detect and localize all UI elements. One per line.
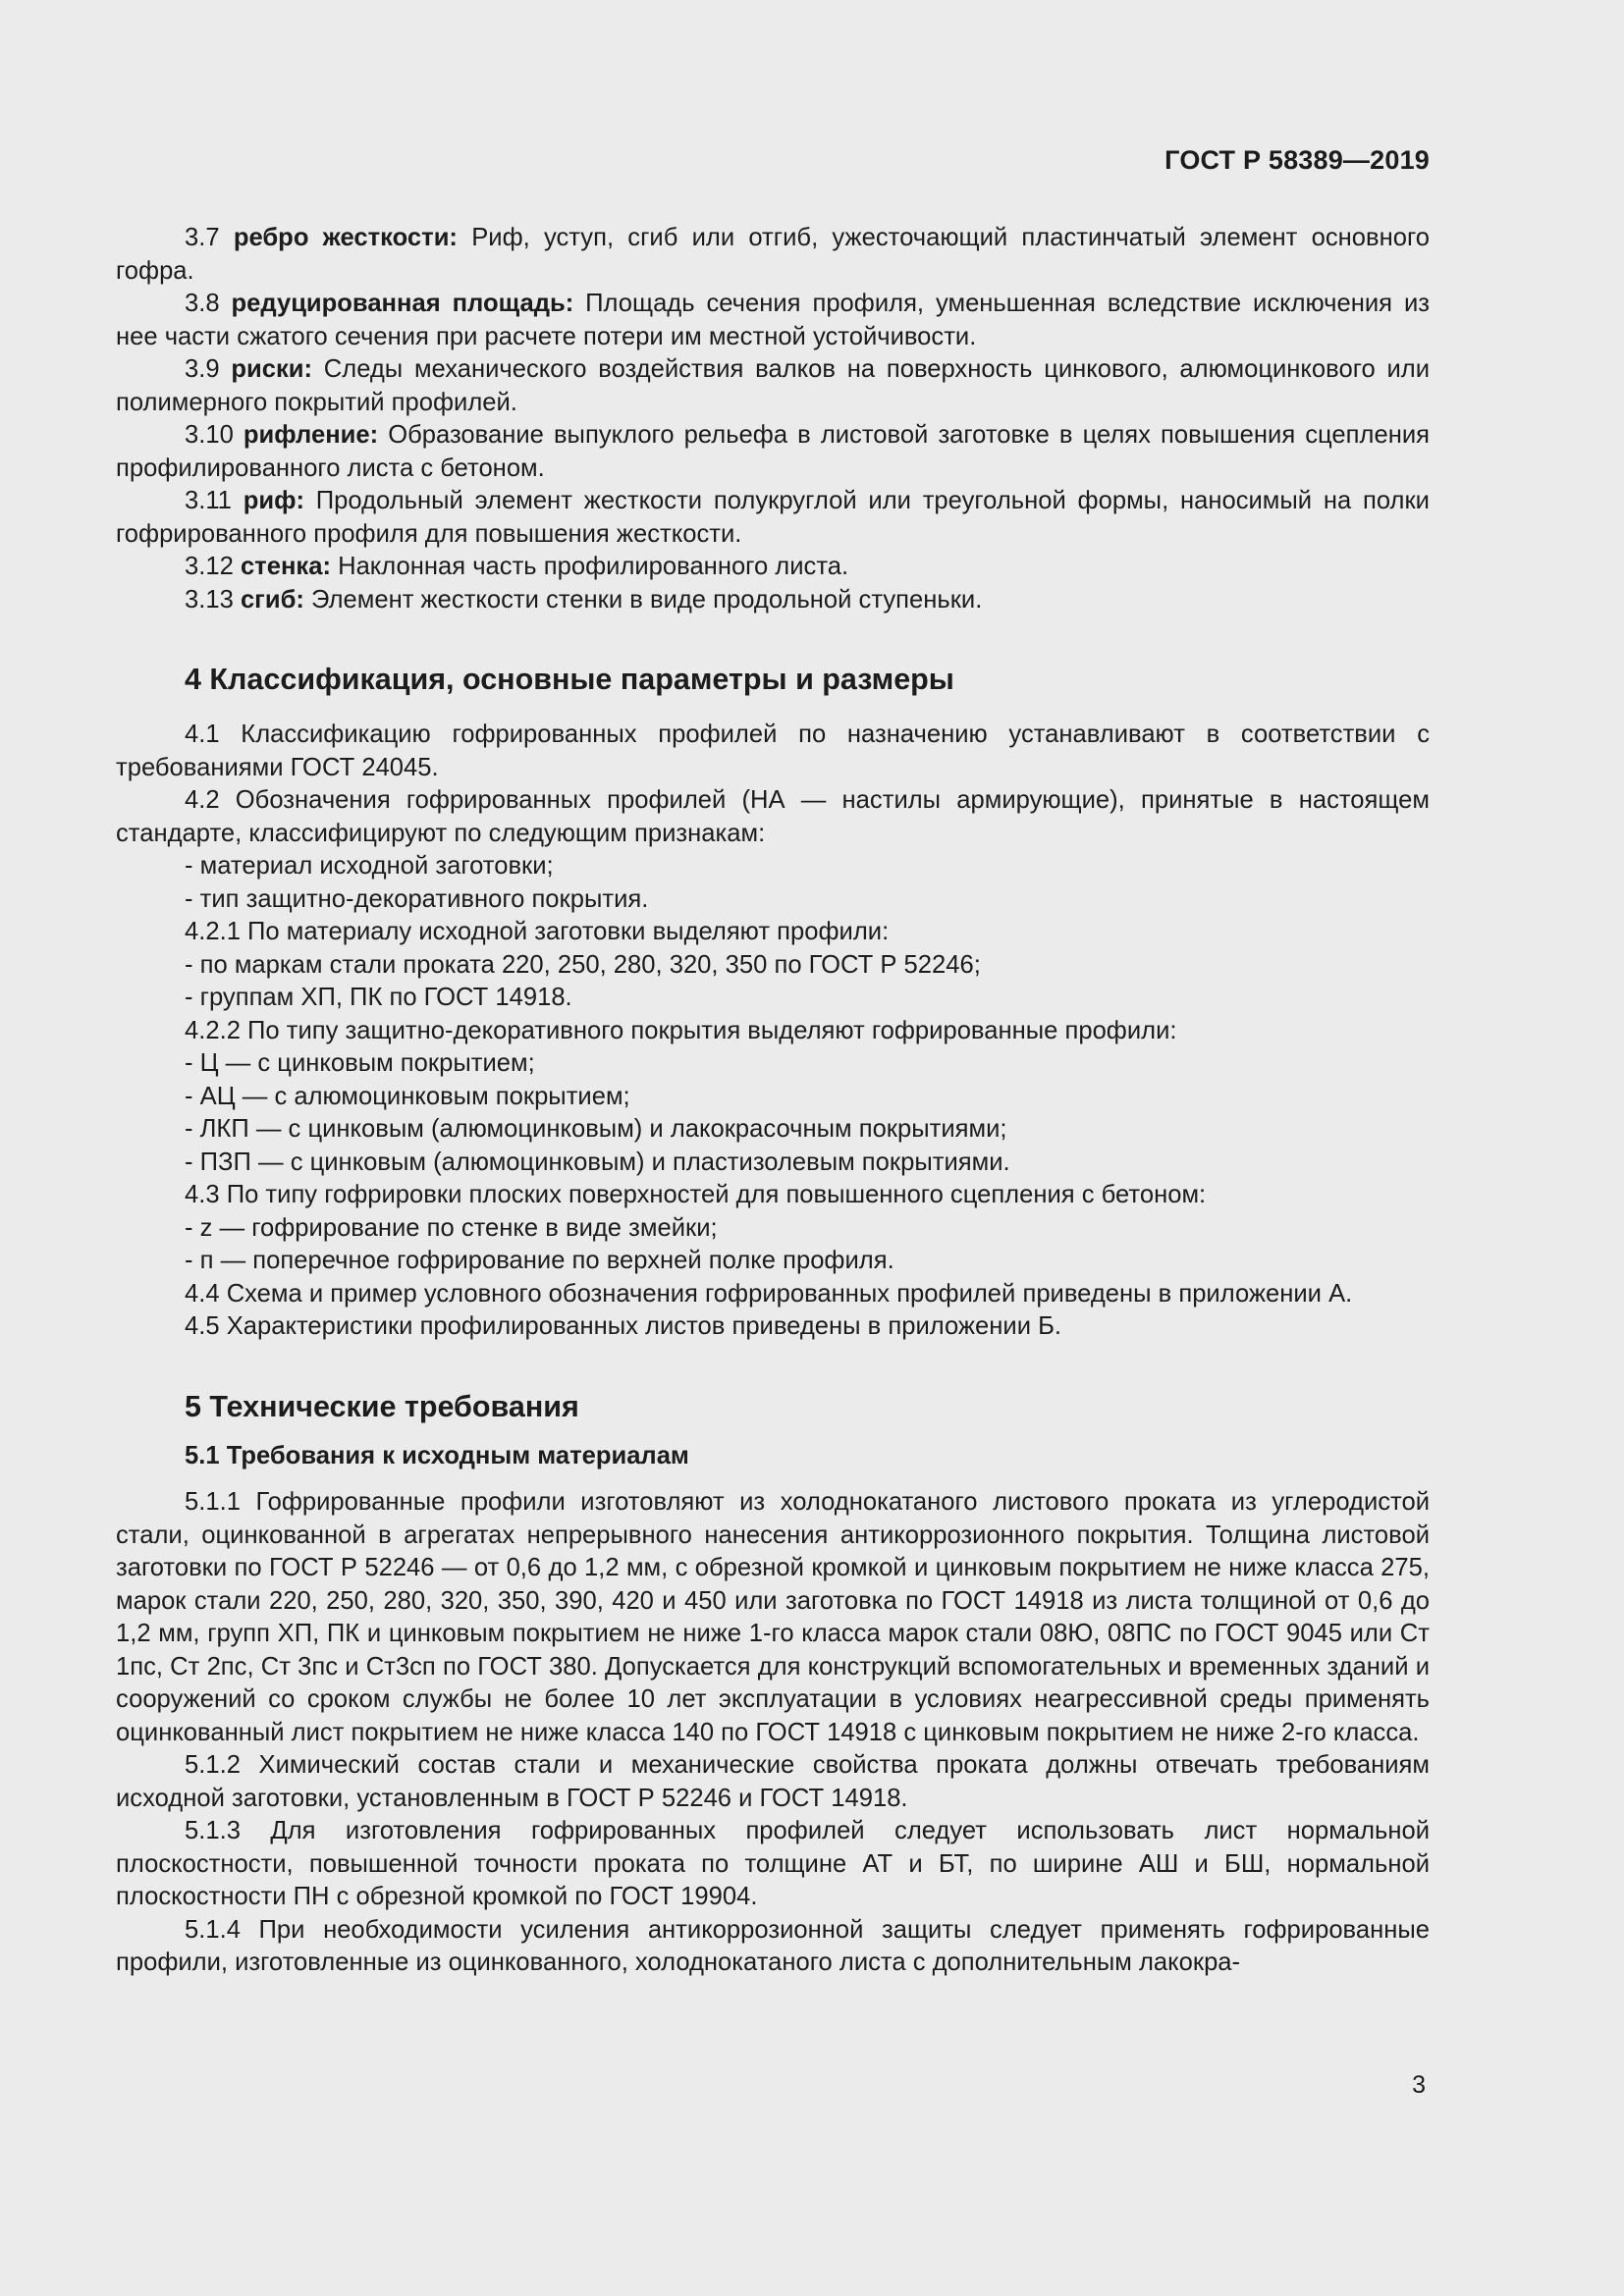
clause-4-3: 4.3 По типу гофрировки плоских поверхностей для повышенного сцепления с бетоном: [185, 1181, 1207, 1208]
clause-4-2-2: 4.2.2 По типу защитно-декоративного покрытия выделяют гофрированные профили: [185, 1016, 1177, 1044]
list-item: - z — гофрирование по стенке в виде змейки; [185, 1213, 718, 1242]
definition-text: Площадь сечения профиля, уменьшенная вследствие исключения из нее части сжатого сечения при расчете потери им местной устойчивости. [116, 290, 1430, 350]
definition-number: 3.11 [185, 487, 232, 514]
definition-3-12 [116, 551, 1430, 584]
clause-5-1-2: 5.1.2 Химический состав стали и механические свойства проката должны отвечать требованиям исходной заготовки, установленным в ГОСТ Р 52246 и ГОСТ 14918. [116, 1751, 1430, 1812]
definition-text: Элемент жесткости стенки в виде продольной ступеньки. [303, 585, 983, 614]
definitions-list [116, 222, 1430, 616]
page-content [116, 222, 1430, 1980]
clause-5-1-4: 5.1.4 При необходимости усиления антикоррозионной защиты следует применять гофрированные профили, изготовленные из оцинкованного, холоднокатаного листа с дополнительным лакокра- [116, 1915, 1430, 1976]
definition-term: ребро жесткости: [233, 224, 458, 251]
definition-number: 3.12 [185, 553, 234, 580]
clause-4-4: 4.4 Схема и пример условного обозначения гофрированных профилей приведены в приложении А. [185, 1279, 1353, 1308]
section-5-heading: 5 Технические требования [185, 1389, 579, 1423]
list-item: - АЦ — с алюмоцинковым покрытием; [185, 1082, 630, 1110]
definition-number: 3.10 [185, 421, 234, 449]
clause-4-5: 4.5 Характеристики профилированных листов приведены в приложении Б. [185, 1312, 1062, 1340]
definition-term: редуцированная площадь: [231, 290, 574, 317]
definition-text: Образование выпуклого рельефа в листовой заготовке в целях повышения сцепления профилированного листа с бетоном. [116, 421, 1430, 482]
definition-number: 3.13 [185, 585, 234, 614]
section-4-heading: 4 Классификация, основные параметры и размеры [185, 663, 954, 696]
definition-text: Наклонная часть профилированного листа. [330, 553, 849, 580]
clause-4-1: 4.1 Классификацию гофрированных профилей по назначению устанавливают в соответствии с требованиями ГОСТ 24045. [116, 721, 1430, 781]
definition-number: 3.9 [185, 355, 220, 383]
definition-3-10 [116, 419, 1430, 485]
definition-number: 3.8 [185, 290, 220, 317]
clause-5-1-3: 5.1.3 Для изготовления гофрированных профилей следует использовать лист нормальной плоскостности, повышенной точности проката по толщине АТ и БТ, по ширине АШ и БШ, нормальной плоскостности ПН с обрезной кромкой по ГОСТ 19904. [116, 1817, 1430, 1910]
definition-3-11 [116, 485, 1430, 551]
definition-term: сгиб: [240, 585, 304, 614]
definition-3-9 [116, 353, 1430, 419]
list-item: - по маркам стали проката 220, 250, 280, 320, 350 по ГОСТ Р 52246; [185, 950, 981, 979]
list-item: - ЛКП — с цинковым (алюмоцинковым) и лакокрасочным покрытиями; [185, 1115, 1007, 1143]
list-item: - п — поперечное гофрирование по верхней полке профиля. [185, 1247, 894, 1274]
definition-text: Продольный элемент жесткости полукруглой или треугольной формы, наносимый на полки гофрированного профиля для повышения жесткости. [116, 487, 1430, 548]
definition-3-8 [116, 288, 1430, 353]
clause-4-2-1: 4.2.1 По материалу исходной заготовки выделяют профили: [185, 918, 890, 945]
definition-text: Следы механического воздействия валков на поверхность цинкового, алюмоцинкового или полимерного покрытий профилей. [116, 355, 1430, 416]
definition-text: Риф, уступ, сгиб или отгиб, ужесточающий пластинчатый элемент основного гофра. [116, 224, 1431, 285]
subsection-5-1-heading: 5.1 Требования к исходным материалам [185, 1441, 689, 1469]
list-item: - группам ХП, ПК по ГОСТ 14918. [185, 984, 572, 1011]
definition-number: 3.7 [185, 224, 220, 251]
definition-3-7 [116, 222, 1430, 288]
definition-term: стенка: [240, 553, 331, 580]
list-item: - ПЗП — с цинковым (алюмоцинковым) и пластизолевым покрытиями. [185, 1148, 1010, 1176]
section-4-body [116, 719, 1430, 1344]
list-item: - материал исходной заготовки; [185, 852, 554, 880]
clause-5-1-1: 5.1.1 Гофрированные профили изготовляют из холоднокатаного листового проката из углеродистой стали, оцинкованной в агрегатах непрерывного нанесения антикоррозионного покрытия. Толщина листовой заготовки по ГОСТ Р 52246 — от 0,6 до 1,2 мм, с обрезной кромкой и цинковым покрытием не ниже класса 275, марок стали 220, 250, 280, 320, 350, 390, 420 и 450 или заготовка по ГОСТ 14918 из листа толщиной от 0,6 до 1,2 мм, групп ХП, ПК и цинковым покрытием не ниже 1-го класса марок стали 08Ю, 08ПС по ГОСТ 9045 или Ст 1пс, Ст 2пс, Ст 3пс и Ст3сп по ГОСТ 380. Допускается для конструкций вспомогательных и временных зданий и сооружений со сроком службы не более 10 лет эксплуатации в условиях неагрессивной среды применять оцинкованный лист покрытием не ниже класса 140 по ГОСТ 14918 с цинковым покрытием не ниже 2-го класса. [116, 1488, 1430, 1746]
definition-term: риф: [243, 487, 304, 514]
definition-term: риски: [231, 355, 313, 383]
definition-term: рифление: [243, 421, 379, 449]
page-number: 3 [1412, 2071, 1426, 2099]
list-item: - Ц — с цинковым покрытием; [185, 1049, 535, 1077]
clause-4-2: 4.2 Обозначения гофрированных профилей (НА — настилы армирующие), принятые в настоящем стандарте, классифицируют по следующим признакам: [116, 786, 1430, 847]
definition-3-13 [116, 584, 1430, 617]
list-item: - тип защитно-декоративного покрытия. [185, 884, 649, 913]
document-code-header: ГОСТ Р 58389—2019 [1164, 145, 1430, 175]
section-5-body [116, 1486, 1430, 1980]
